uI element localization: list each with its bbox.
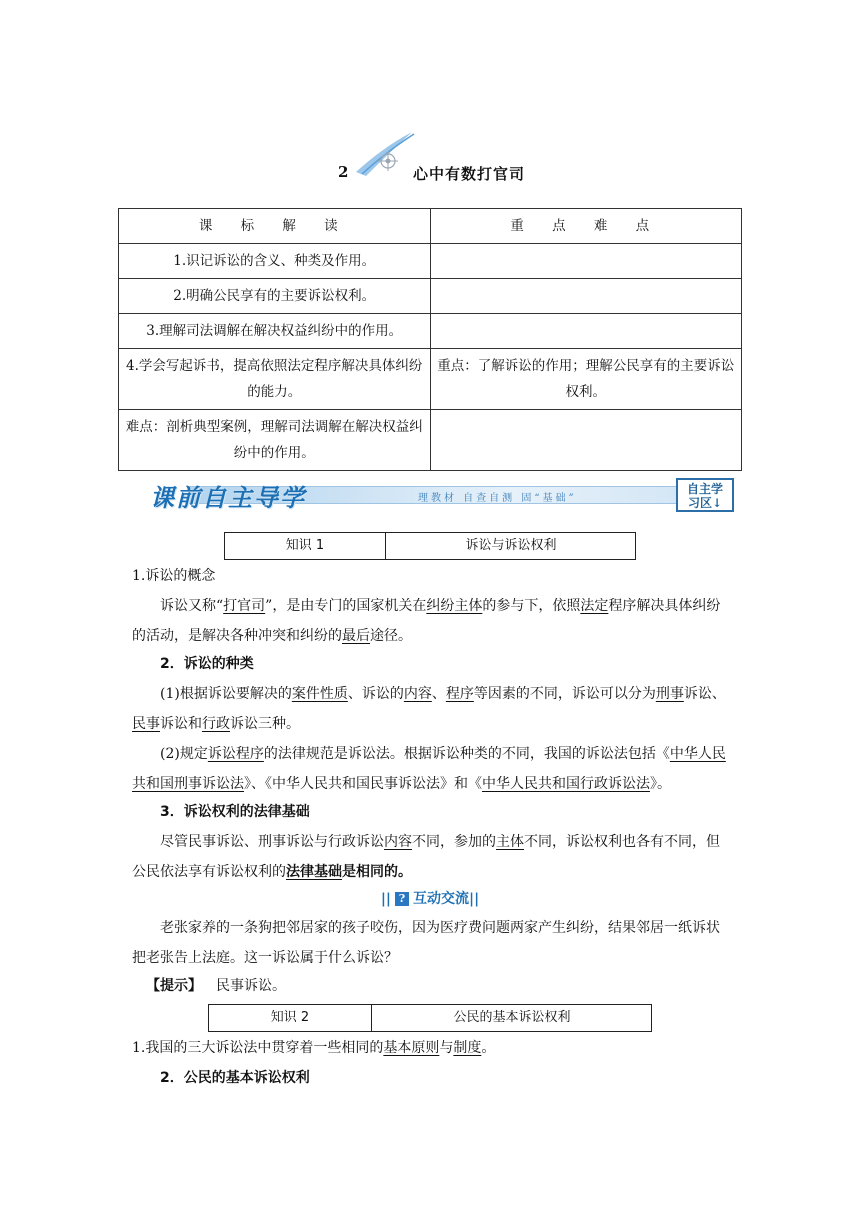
empty-cell [430, 244, 742, 279]
divider-bars-right: || [469, 891, 480, 907]
table-header-key-points: 重 点 难 点 [430, 209, 742, 244]
k1-s2-heading: 2．诉讼的种类 [160, 656, 254, 672]
knowledge1-header [224, 532, 636, 560]
k2-s2-heading: 2．公民的基本诉讼权利 [160, 1070, 310, 1086]
key-point-cell: 重点：了解诉讼的作用；理解公民享有的主要诉讼权利。 [430, 349, 742, 410]
divider-bars-left: || [380, 891, 391, 907]
interaction-question: 老张家养的一条狗把邻居家的孩子咬伤，因为医疗费问题两家产生纠纷，结果邻居一纸诉状把老张告上法庭。这一诉讼属于什么诉讼？ [132, 920, 720, 966]
lesson-title-row [0, 158, 860, 186]
objective-cell: 2.明确公民享有的主要诉讼权利。 [119, 279, 431, 314]
target-swoosh-icon [352, 128, 416, 182]
interaction-hint [132, 971, 746, 1001]
banner-subtitle: 理教材 自查自测 固“基础” [418, 493, 577, 504]
self-study-box-line2: 习区↓ [687, 496, 723, 510]
k1-s3-heading: 3．诉讼权利的法律基础 [160, 804, 310, 820]
interaction-header [0, 888, 860, 908]
interaction-title: 互动交流 [413, 891, 469, 907]
banner-title: 课前自主导学 [150, 483, 306, 512]
lesson-title: 心中有数打官司 [413, 165, 526, 183]
k1-s1-text: 诉讼又称“打官司”，是由专门的国家机关在纠纷主体的参与下，依照法定程序解决具体纠纷的活动，是解决各种冲突和纠纷的最后途径。 [132, 598, 721, 644]
objective-cell: 3.理解司法调解在解决权益纠纷中的作用。 [119, 314, 431, 349]
lesson-number: 2 [338, 163, 349, 181]
knowledge1-label: 知识 1 [225, 533, 386, 559]
k1-s3-text: 尽管民事诉讼、刑事诉讼与行政诉讼内容不同，参加的主体不同，诉讼权利也各有不同，但公民依法享有诉讼权利的法律基础是相同的。 [132, 834, 720, 880]
k2-s1-text: 1.我国的三大诉讼法中贯穿着一些相同的基本原则与制度。 [132, 1040, 496, 1056]
knowledge2-header [208, 1004, 652, 1032]
difficulty-cell: 难点：剖析典型案例，理解司法调解在解决权益纠纷中的作用。 [119, 410, 431, 471]
knowledge2-title: 公民的基本诉讼权利 [453, 1010, 571, 1025]
k1-s2-p2: (2)规定诉讼程序的法律规范是诉讼法。根据诉讼种类的不同，我国的诉讼法包括《中华人民共和国刑事诉讼法》、《中华人民共和国民事诉讼法》和《中华人民共和国行政诉讼法》。 [132, 746, 726, 792]
empty-cell [430, 410, 742, 471]
table-header-standards: 课 标 解 读 [119, 209, 431, 244]
k1-s2-p1: (1)根据诉讼要解决的案件性质、诉讼的内容、程序等因素的不同，诉讼可以分为刑事诉讼、民事诉讼和行政诉讼三种。 [132, 686, 726, 732]
empty-cell [430, 279, 742, 314]
knowledge1-title: 诉讼与诉讼权利 [465, 538, 557, 553]
knowledge2-label: 知识 2 [209, 1005, 372, 1031]
objectives-table [118, 208, 742, 471]
hint-label: 【提示】 [146, 978, 202, 994]
hint-text: 民事诉讼。 [216, 978, 286, 994]
self-study-box-line1: 自主学 [686, 482, 723, 496]
self-study-box [676, 478, 734, 512]
objective-cell: 1.识记诉讼的含义、种类及作用。 [119, 244, 431, 279]
section-banner [128, 474, 740, 514]
k1-s1-heading: 1.诉讼的概念 [132, 568, 216, 584]
empty-cell [430, 314, 742, 349]
objective-cell: 4.学会写起诉书，提高依照法定程序解决具体纠纷的能力。 [119, 349, 431, 410]
question-icon: ? [395, 892, 409, 906]
